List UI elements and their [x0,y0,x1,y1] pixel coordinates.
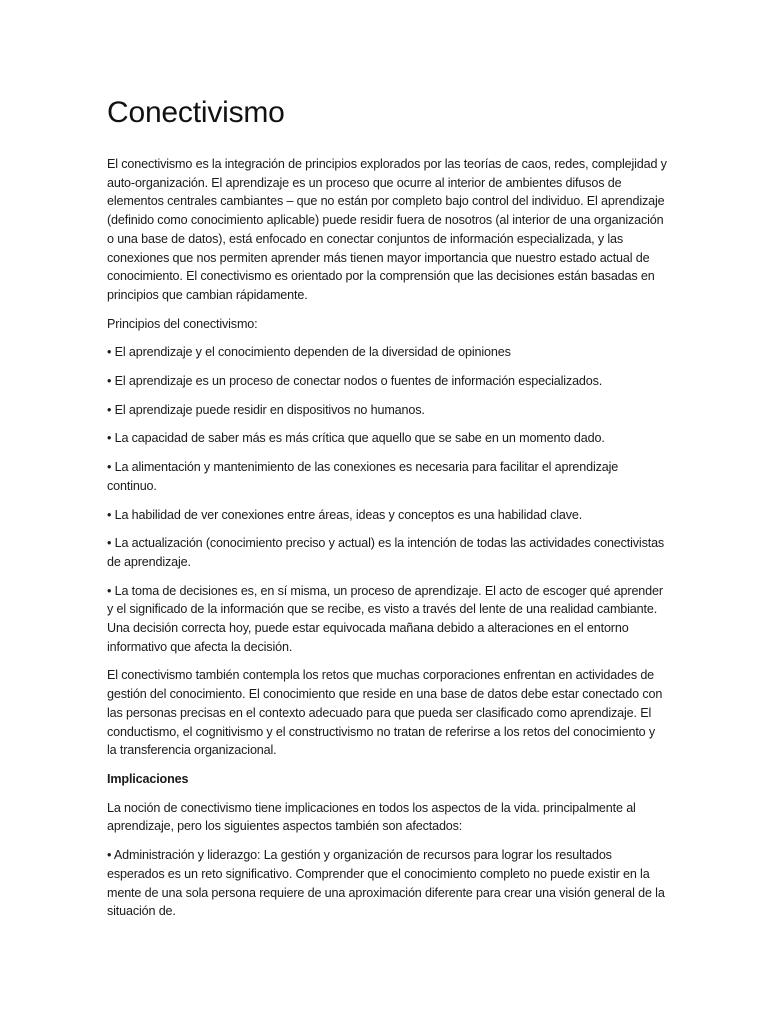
principle-item: • La capacidad de saber más es más crítica que aquello que se sabe en un momento dado. [107,431,605,446]
intro-paragraph: El conectivismo es la integración de principios explorados por las teorías de caos, redes, complejidad y auto-organización. El aprendizaje es un proceso que ocurre al interior de ambientes difusos de elementos centrales cambiantes – que no están por completo bajo control del individuo. El aprendizaje (definido como conocimiento aplicable) puede residir fuera de nosotros (al interior de una organización o una base de datos), está enfocado en conectar conjuntos de información especializada, y las conexiones que nos permiten aprender más tienen mayor importancia que nuestro estado actual de conocimiento. El conectivismo es orientado por la comprensión que las decisiones están basadas en principios que cambian rápidamente. [107,157,667,302]
document-page [107,92,667,931]
principle-item: • El aprendizaje es un proceso de conectar nodos o fuentes de información especializados. [107,374,603,389]
challenges-paragraph: El conectivismo también contempla los retos que muchas corporaciones enfrentan en actividades de gestión del conocimiento. El conocimiento que reside en una base de datos debe estar conectado con las personas precisas en el contexto adecuado para que pueda ser clasificado como aprendizaje. El conductismo, el cognitivismo y el constructivismo no tratan de referirse a los retos del conocimiento y la transferencia organizacional. [107,668,663,758]
principles-heading: Principios del conectivismo: [107,316,258,331]
document-title: Conectivismo [107,96,285,129]
leadership-item: • Administración y liderazgo: La gestión y organización de recursos para lograr los resultados esperados es un reto significativo. Comprender que el conocimiento completo no puede existir en la mente de una sola persona requiere de una aproximación diferente para crear una visión general de la situación de. [107,848,665,919]
principle-item: • El aprendizaje y el conocimiento dependen de la diversidad de opiniones [107,345,511,360]
principle-item: • El aprendizaje puede residir en dispositivos no humanos. [107,402,425,417]
principle-item: • La toma de decisiones es, en sí misma, un proceso de aprendizaje. El acto de escoger qué aprender y el significado de la información que se recibe, es visto a través del lente de una realidad cambiante. Una decisión correcta hoy, puede estar equivocada mañana debido a alteraciones en el entorno informativo que afecta la decisión. [107,583,663,654]
implications-heading: Implicaciones [107,771,189,786]
implications-intro: La noción de conectivismo tiene implicaciones en todos los aspectos de la vida. principalmente al aprendizaje, pero los siguientes aspectos también son afectados: [107,800,636,834]
principle-item: • La alimentación y mantenimiento de las conexiones es necesaria para facilitar el aprendizaje continuo. [107,460,619,493]
principle-item: • La actualización (conocimiento preciso y actual) es la intención de todas las actividades conectivistas de aprendizaje. [107,536,665,569]
principle-item: • La habilidad de ver conexiones entre áreas, ideas y conceptos es una habilidad clave. [107,507,583,522]
